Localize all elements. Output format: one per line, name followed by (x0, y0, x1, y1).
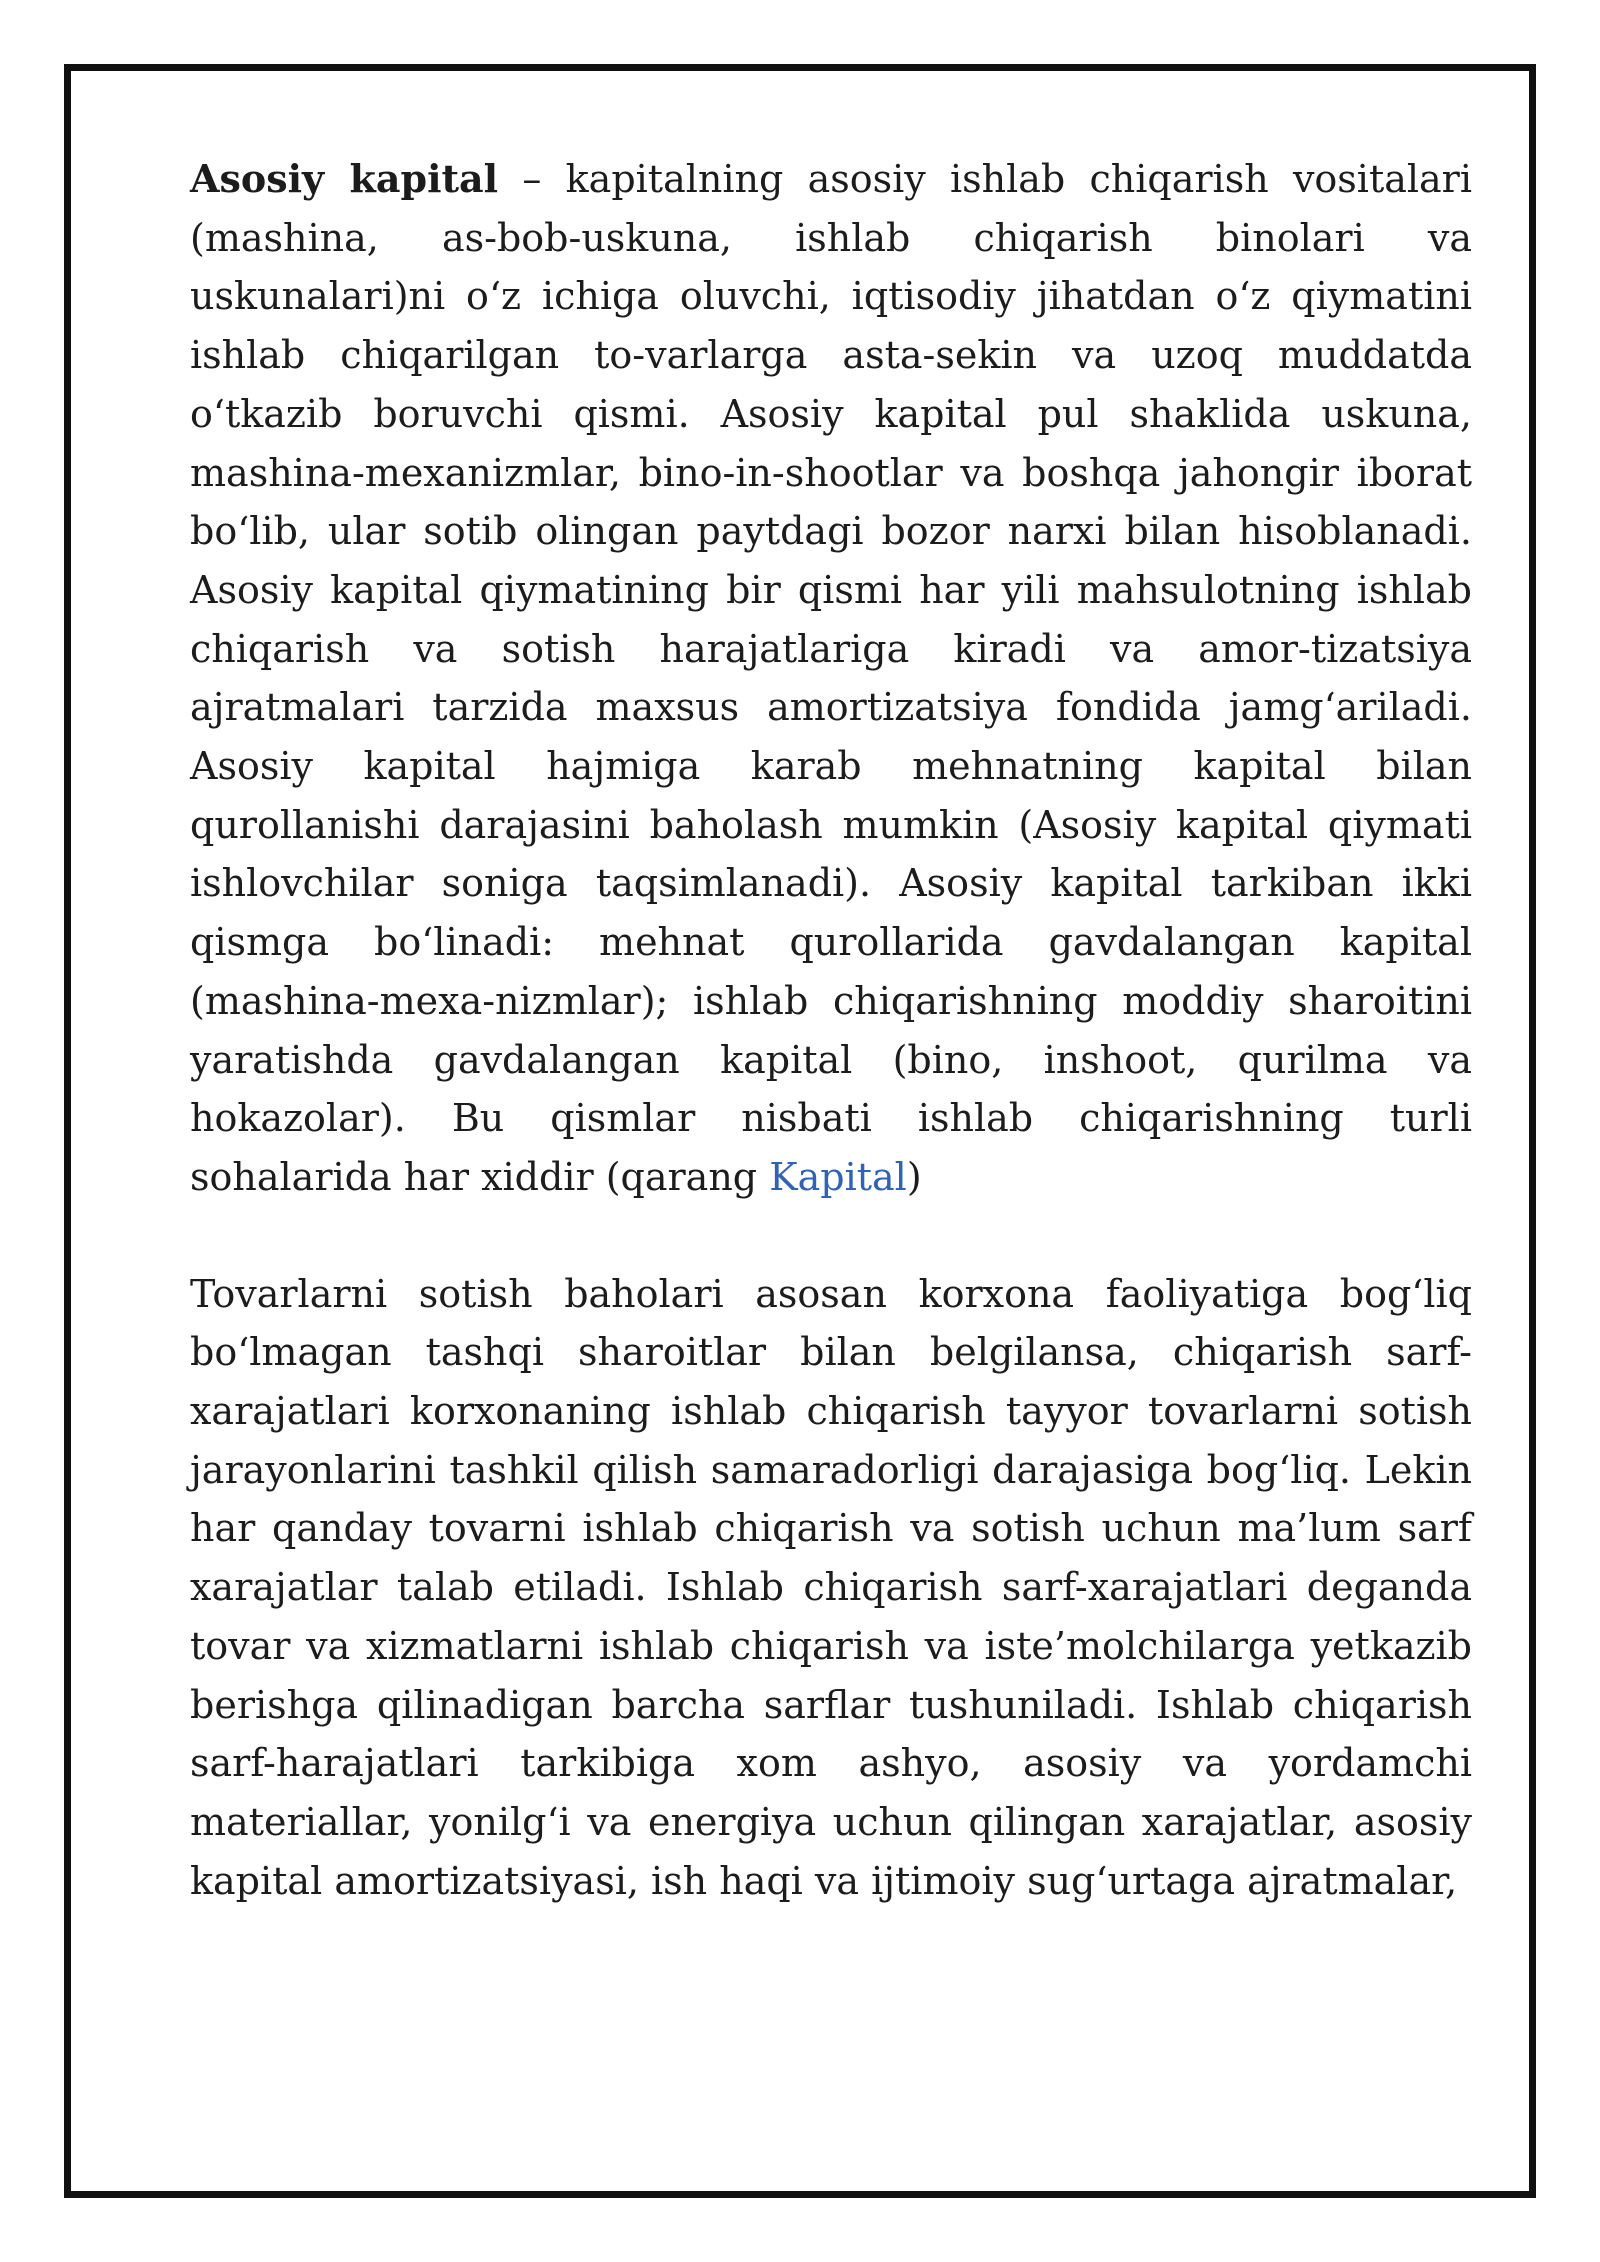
paragraph-1-body: – kapitalning asosiy ishlab chiqarish vositalari (mashina, as-bob-uskuna, ishlab chiqarish binolari va uskunalari)ni o‘z ichiga oluvchi, iqtisodiy jihatdan o‘z qiymatini ishlab chiqarilgan to-varlarga asta-sekin va uzoq muddatda o‘tkazib boruvchi qismi. Asosiy kapital pul shaklida uskuna, mashina-mexanizmlar, bino-in-shootlar va boshqa jahongir iborat bo‘lib, ular sotib olingan paytdagi bozor narxi bilan hisoblanadi. Asosiy kapital qiymatining bir qismi har yili mahsulotning ishlab chiqarish va sotish harajatlariga kiradi va amor-tizatsiya ajratmalari tarzida maxsus amortizatsiya fondida jamg‘ariladi. Asosiy kapital hajmiga karab mehnatning kapital bilan qurollanishi darajasini baholash mumkin (Asosiy kapital qiymati ishlovchilar soniga taqsimlanadi). Asosiy kapital tarkiban ikki qismga bo‘linadi: mehnat qurollarida gavdalangan kapital (mashina-mexa-nizmlar); ishlab chiqarishning moddiy sharoitini yaratishda gavdalangan kapital (bino, inshoot, qurilma va hokazolar). Bu qismlar nisbati ishlab chiqarishning turli sohalarida har xiddir (qarang (190, 157, 1473, 1199)
paragraph-tovarlarni-sotish (190, 1265, 1472, 1911)
paragraph-1-tail: ) (906, 1154, 922, 1199)
term-asosiy-kapital: Asosiy kapital (190, 156, 499, 201)
paragraph-asosiy-kapital (190, 150, 1472, 1207)
kapital-link[interactable]: Kapital (769, 1154, 907, 1199)
document-body (190, 150, 1472, 1910)
paragraph-2-body: Tovarlarni sotish baholari asosan korxona faoliyatiga bog‘liq bo‘lmagan tashqi sharoitlar bilan belgilansa, chiqarish sarf-xarajatlari korxonaning ishlab chiqarish tayyor tovarlarni sotish jarayonlarini tashkil qilish samaradorligi darajasiga bog‘liq. Lekin har qanday tovarni ishlab chiqarish va sotish uchun ma’lum sarf xarajatlar talab etiladi. Ishlab chiqarish sarf-xarajatlari deganda tovar va xizmatlarni ishlab chiqarish va iste’molchilarga yetkazib berishga qilinadigan barcha sarflar tushuniladi. Ishlab chiqarish sarf-harajatlari tarkibiga xom ashyo, asosiy va yordamchi materiallar, yonilg‘i va energiya uchun qilingan xarajatlar, asosiy kapital amortizatsiyasi, ish haqi va ijtimoiy sug‘urtaga ajratmalar, (190, 1271, 1472, 1903)
